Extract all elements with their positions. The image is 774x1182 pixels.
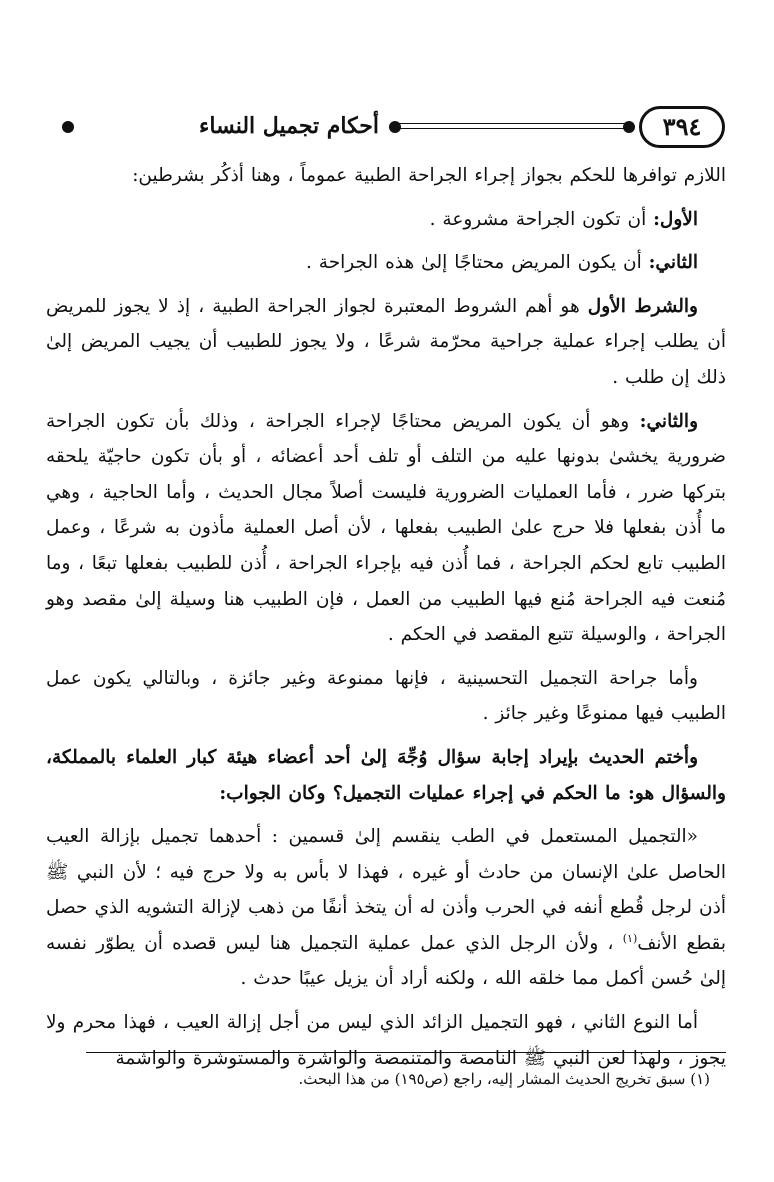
question-paragraph <box>46 740 726 811</box>
footnote-reference[interactable]: (١) <box>622 931 638 945</box>
paragraph-text: وأما جراحة التجميل التحسينية ، فإنها ممنوعة وغير جائزة ، وبالتالي يكون عمل الطبيب فيها ممنوعًا وغير جائز . <box>46 667 726 725</box>
footnote-text: سبق تخريج الحديث المشار إليه، راجع (ص١٩٥) من هذا البحث. <box>298 1070 686 1088</box>
paragraph <box>46 245 726 281</box>
paragraph <box>46 158 726 194</box>
footnote <box>50 1066 710 1092</box>
paragraph-text: أن تكون الجراحة مشروعة . <box>429 208 654 230</box>
paragraph-text: «التجميل المستعمل في الطب ينقسم إلىٰ قسمين : أحدهما تجميل بإزالة العيب الحاصل علىٰ الإنسان من حادث أو غيره ، فهذا لا بأس به ولا حرج فيه ؛ لأن النبي ﷺ أذن لرجل قُطع أنفه في الحرب وأذن له أن يتخذ أنفًا من ذهب لإزالة التشويه الذي حصل بقطع الأنف <box>46 826 727 954</box>
paragraph-label: والثاني: <box>639 410 698 432</box>
page-number: ٣٩٤ <box>639 106 725 148</box>
paragraph-text: هو أهم الشروط المعتبرة لجواز الجراحة الطبية ، إذ لا يجوز للمريض أن يطلب إجراء عملية جراحية محرّمة شرعًا ، ولا يجوز للطبيب أن يجيب المريض إلىٰ ذلك إن طلب . <box>46 295 726 388</box>
footnote-separator <box>86 1052 726 1053</box>
paragraph-text: أما النوع الثاني ، فهو التجميل الزائد الذي ليس من أجل إزالة العيب ، فهذا محرم ولا يجوز ، ولهذا لعن النبي ﷺ النامصة والمتنمصة والواشرة والمستوشرة والواشمة <box>46 1012 726 1069</box>
paragraph <box>46 661 726 732</box>
quote-paragraph <box>46 819 726 997</box>
header-rule <box>399 123 625 129</box>
footnote-marker: (١) <box>690 1070 710 1088</box>
header-ornament-dot <box>389 121 401 133</box>
paragraph-text: وأختم الحديث بإيراد إجابة سؤال وُجِّهَ إلىٰ أحد أعضاء هيئة كبار العلماء بالمملكة، والسؤال هو: ما الحكم في إجراء عمليات التجميل؟ وكان الجواب: <box>46 746 726 804</box>
paragraph-text: وهو أن يكون المريض محتاجًا لإجراء الجراحة ، وذلك بأن تكون الجراحة ضرورية يخشىٰ بدونها عليه من التلف أو تلف أحد أعضائه ، أو بأن تكون حاجيّة يلحقه بتركها ضرر ، فأما العمليات الضرورية فليست أصلاً مجال الحديث ، وأما الحاجية ، وهي ما أُذن بفعلها فلا حرج علىٰ الطبيب بفعلها ، لأن أصل العملية مأذون به شرعًا ، وعمل الطبيب تابع لحكم الجراحة ، فما أُذن فيه بإجراء الجراحة ، أُذن للطبيب بفعلها تبعًا ، وما مُنعت فيه الجراحة مُنع فيها الطبيب من العمل ، فإن الطبيب هنا وسيلة إلىٰ مقصد وهو الجراحة ، والوسيلة تتبع المقصد في الحكم . <box>46 410 726 646</box>
paragraph <box>46 202 726 238</box>
paragraph-text: أن يكون المريض محتاجًا إلىٰ هذه الجراحة . <box>306 252 649 274</box>
paragraph <box>46 404 726 653</box>
paragraph-label: والشرط الأول <box>587 295 698 317</box>
paragraph-label: الثاني: <box>648 252 698 274</box>
header-ornament-dot <box>62 121 74 133</box>
running-title: أحكام تجميل النساء <box>199 113 379 139</box>
paragraph-label: الأول: <box>653 208 698 230</box>
paragraph-text: ، ولأن الرجل الذي عمل عملية التجميل هنا ليس قصده أن يطوّر نفسه إلىٰ حُسن أكمل مما خلقه الله ، ولكنه أراد أن يزيل عيبًا حدث . <box>46 932 726 990</box>
page-body <box>46 158 726 1084</box>
paragraph-text: اللازم توافرها للحكم بجواز إجراء الجراحة الطبية عموماً ، وهنا أذكُر بشرطين: <box>132 165 726 186</box>
paragraph <box>46 289 726 396</box>
page-header <box>60 104 725 154</box>
